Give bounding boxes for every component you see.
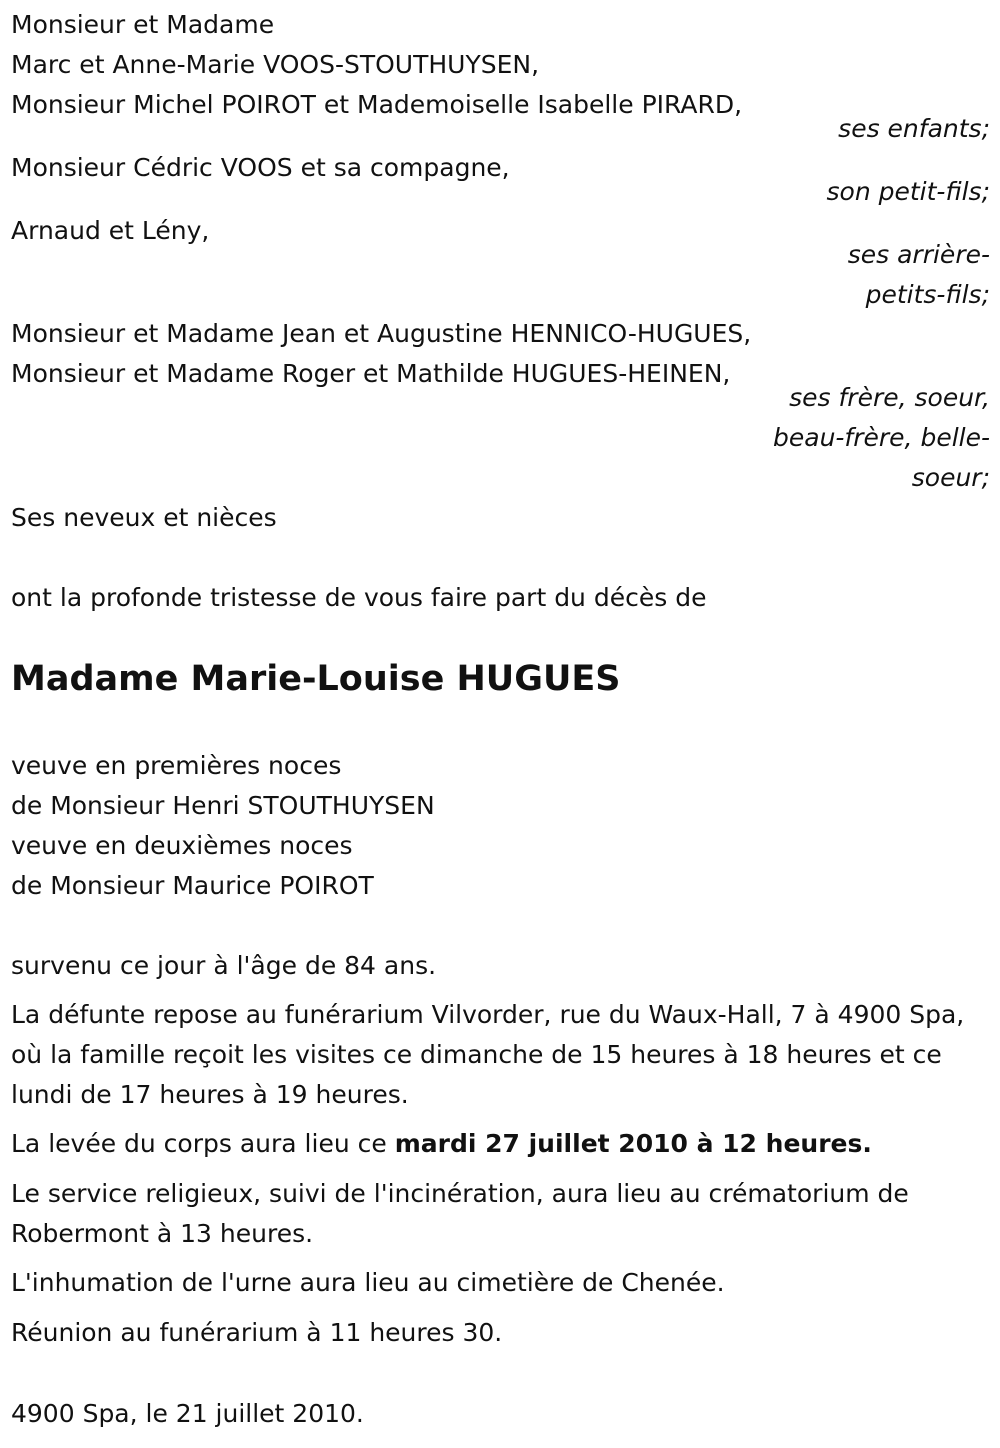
grandchild-line: Monsieur Cédric VOOS et sa compagne,: [11, 153, 510, 182]
grandchild-names: [11, 148, 510, 188]
children-line-2: Marc et Anne-Marie VOOS-STOUTHUYSEN,: [11, 50, 540, 79]
levee-prefix: La levée du corps aura lieu ce: [11, 1129, 395, 1158]
great-grandchildren-names: [11, 211, 209, 251]
place-date: 4900 Spa, le 21 juillet 2010.: [11, 1399, 364, 1428]
great-grandchildren-relation-line-1: ses arrière-: [847, 240, 990, 269]
great-grandchildren-line: Arnaud et Lény,: [11, 216, 210, 245]
grandchild-relation: son petit-fils;: [826, 177, 990, 206]
siblings-relation-line-1: ses frère, soeur,: [789, 383, 990, 412]
inhumation-paragraph: L'inhumation de l'urne aura lieu au cimetière de Chenée.: [11, 1268, 725, 1297]
levee-date: mardi 27 juillet 2010 à 12 heures.: [394, 1129, 872, 1158]
children-line-1: Monsieur et Madame: [11, 10, 275, 39]
service-paragraph: Le service religieux, suivi de l'incinération, aura lieu au crématorium de Robermont à 13 heures.: [11, 1179, 909, 1248]
siblings-relation-line-2: beau-frère, belle-: [773, 423, 990, 452]
deceased-name: Madame Marie-Louise HUGUES: [11, 659, 621, 699]
siblings-relation: [773, 378, 990, 498]
reunion-paragraph: Réunion au funérarium à 11 heures 30.: [11, 1318, 503, 1347]
children-relation: ses enfants;: [838, 114, 990, 143]
children-line-3: Monsieur Michel POIROT et Mademoiselle Isabelle PIRARD,: [11, 90, 743, 119]
widow-line-4: de Monsieur Maurice POIROT: [11, 871, 374, 900]
levee-paragraph: [11, 1124, 986, 1164]
great-grandchildren-relation: [848, 235, 990, 315]
widow-line-2: de Monsieur Henri STOUTHUYSEN: [11, 791, 435, 820]
announcement-text: ont la profonde tristesse de vous faire part du décès de: [11, 583, 707, 612]
siblings-relation-line-3: soeur;: [911, 463, 990, 492]
age-text: survenu ce jour à l'âge de 84 ans.: [11, 951, 437, 980]
great-grandchildren-relation-line-2: petits-fils;: [865, 280, 990, 309]
widow-block: [11, 746, 435, 906]
siblings-line-1: Monsieur et Madame Jean et Augustine HENNICO-HUGUES,: [11, 319, 752, 348]
nephews-line: Ses neveux et nièces: [11, 503, 277, 532]
visitation-paragraph: La défunte repose au funérarium Vilvorder, rue du Waux-Hall, 7 à 4900 Spa, où la famille reçoit les visites ce dimanche de 15 heures à 18 heures et ce lundi de 17 heures à 19 heures.: [11, 1000, 965, 1109]
children-names: [11, 5, 742, 125]
siblings-line-2: Monsieur et Madame Roger et Mathilde HUGUES-HEINEN,: [11, 359, 731, 388]
widow-line-3: veuve en deuxièmes noces: [11, 831, 353, 860]
widow-line-1: veuve en premières noces: [11, 751, 342, 780]
siblings-names: [11, 314, 751, 394]
